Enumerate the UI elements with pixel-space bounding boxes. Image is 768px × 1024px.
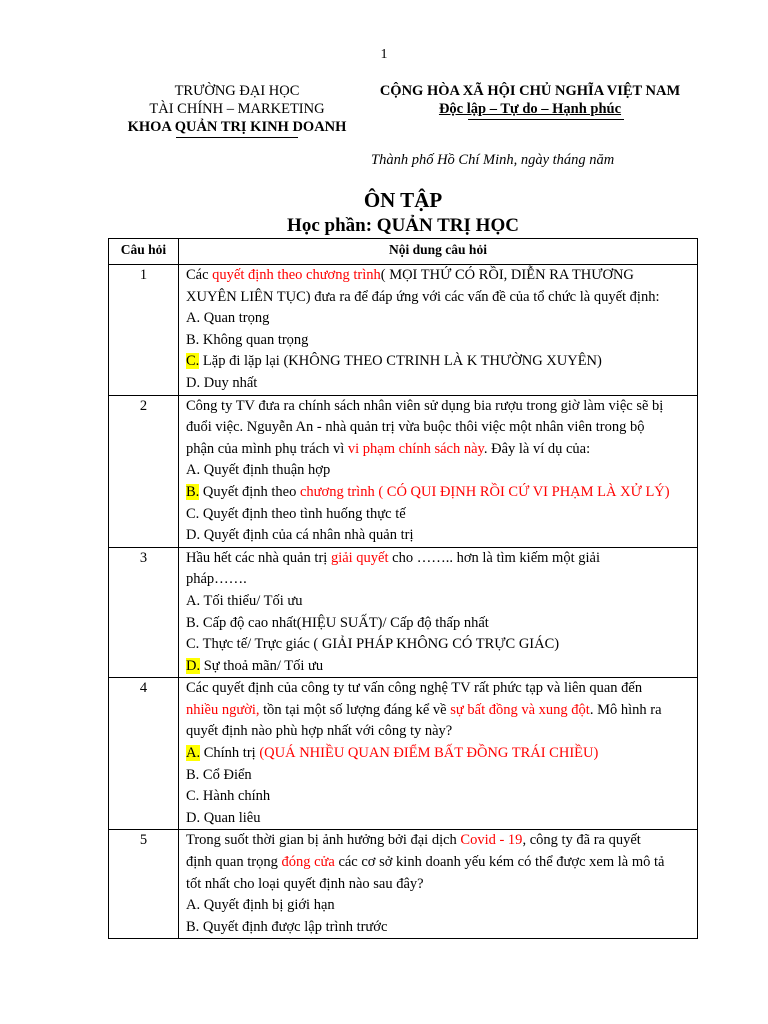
text-segment: B. Quyết định được lập trình trước [186, 918, 388, 935]
header-right [370, 82, 690, 118]
text-segment: XUYÊN LIÊN TỤC) đưa ra để đáp ứng với các vấn đề của tổ chức là quyết định: [186, 288, 660, 305]
question-line [186, 613, 691, 635]
text-segment: A. Quyết định thuận hợp [186, 462, 331, 479]
school-name: TRƯỜNG ĐẠI HỌC [174, 83, 300, 99]
text-segment: Quyết định theo [199, 483, 300, 500]
header-right-underline [468, 119, 624, 120]
question-line [186, 743, 691, 765]
question-table-body [109, 265, 698, 939]
text-segment: Chính trị [200, 745, 260, 762]
question-line [186, 548, 691, 570]
question-number: 4 [109, 678, 179, 830]
question-line [186, 373, 691, 395]
national-title: CỘNG HÒA XÃ HỘI CHỦ NGHĨA VIỆT NAM [379, 83, 681, 99]
highlighted-answer: B. [186, 483, 200, 500]
highlighted-answer: C. [186, 353, 200, 370]
date-line: Thành phố Hồ Chí Minh, ngày tháng năm [371, 152, 615, 168]
emphasis-text: Covid - 19 [460, 832, 523, 849]
text-segment: A. Tối thiểu/ Tối ưu [186, 592, 303, 609]
question-line [186, 439, 691, 461]
question-line [186, 351, 691, 373]
document-title: ÔN TẬP [363, 188, 443, 212]
question-line [186, 852, 691, 874]
emphasis-text: quyết định theo chương trình [212, 267, 381, 283]
faculty-name: KHOA QUẢN TRỊ KINH DOANH [127, 119, 347, 135]
question-table [108, 238, 698, 939]
page-number: 1 [380, 47, 388, 62]
document-subtitle: Học phần: QUẢN TRỊ HỌC [287, 215, 519, 236]
table-row [109, 830, 698, 939]
emphasis-text: nhiều người, [186, 701, 260, 718]
text-segment: định quan trọng [186, 854, 282, 871]
table-header-row [109, 239, 698, 265]
question-line [186, 656, 691, 678]
highlighted-answer: A. [186, 745, 201, 762]
question-line [186, 895, 691, 917]
emphasis-text: đóng cửa [281, 854, 335, 871]
question-line [186, 482, 691, 504]
question-line [186, 917, 691, 939]
emphasis-text: chương trình ( CÓ QUI ĐỊNH RỒI CỨ VI PHẠM LÀ XỬ LÝ) [299, 483, 670, 500]
question-line [186, 700, 691, 722]
question-number: 2 [109, 395, 179, 547]
text-segment: C. Thực tế/ Trực giác ( GIẢI PHÁP KHÔNG CÓ TRỰC GIÁC) [186, 636, 560, 653]
text-segment: Các quyết định của công ty tư vấn công nghệ TV rất phức tạp và liên quan đến [186, 680, 643, 697]
question-number: 3 [109, 547, 179, 678]
text-segment: Sự thoả mãn/ Tối ưu [200, 657, 324, 674]
column-header-question: Câu hỏi [109, 239, 179, 265]
question-line [186, 569, 691, 591]
text-segment: B. Cổ Điển [186, 766, 252, 783]
text-segment: quyết định nào phù hợp nhất với công ty này? [186, 723, 453, 740]
question-number: 5 [109, 830, 179, 939]
question-line [186, 504, 691, 526]
question-line [186, 287, 691, 309]
question-content [179, 830, 698, 939]
text-segment: pháp……. [186, 571, 247, 588]
text-segment: D. Quan liêu [186, 809, 261, 826]
question-line [186, 874, 691, 896]
table-row [109, 678, 698, 830]
text-segment: A. Quyết định bị giới hạn [186, 897, 335, 914]
question-line [186, 591, 691, 613]
text-segment: Trong suốt thời gian bị ảnh hưởng bởi đại dịch [186, 832, 461, 849]
question-line [186, 634, 691, 656]
question-line [186, 308, 691, 330]
text-segment: các cơ sở kinh doanh yếu kém có thể được xem là mô tả [334, 854, 665, 871]
national-motto: Độc lập – Tự do – Hạnh phúc [438, 101, 622, 117]
header-left [110, 82, 364, 136]
text-segment: phận của mình phụ trách vì [186, 440, 348, 457]
question-number: 1 [109, 265, 179, 396]
question-content [179, 547, 698, 678]
question-line [186, 330, 691, 352]
question-line [186, 417, 691, 439]
emphasis-text: giải quyết [330, 549, 389, 566]
header-left-underline [176, 137, 298, 138]
text-segment: . Đây là ví dụ của: [483, 440, 591, 457]
text-segment: Công ty TV đưa ra chính sách nhân viên sử dụng bia rượu trong giờ làm việc sẽ bị [186, 397, 664, 414]
question-content [179, 678, 698, 830]
question-line [186, 678, 691, 700]
column-header-content: Nội dung câu hỏi [179, 239, 698, 265]
text-segment: Lặp đi lặp lại (KHÔNG THEO CTRINH LÀ K THƯỜNG XUYÊN) [199, 353, 602, 370]
text-segment: . Mô hình ra [589, 701, 662, 718]
question-line [186, 396, 691, 418]
question-line [186, 808, 691, 830]
text-segment: Các [186, 267, 213, 283]
table-row [109, 265, 698, 396]
question-line [186, 786, 691, 808]
emphasis-text: vi phạm chính sách này [347, 440, 484, 457]
text-segment: C. Hành chính [186, 788, 271, 805]
school-name-2: TÀI CHÍNH – MARKETING [149, 101, 325, 117]
text-segment: A. Quan trọng [186, 310, 270, 327]
emphasis-text: (QUÁ NHIỀU QUAN ĐIỂM BẤT ĐỒNG TRÁI CHIỀU) [259, 745, 599, 762]
text-segment: ( MỌI THỨ CÓ RỒI, DIỄN RA THƯƠNG [380, 267, 634, 283]
text-segment: Hầu hết các nhà quản trị [186, 549, 331, 566]
question-line [186, 265, 691, 287]
text-segment: tồn tại một số lượng đáng kể về [259, 701, 451, 718]
question-line [186, 765, 691, 787]
question-line [186, 721, 691, 743]
text-segment: tốt nhất cho loại quyết định nào sau đây? [186, 875, 424, 892]
text-segment: B. Cấp độ cao nhất(HIỆU SUẤT)/ Cấp độ thấp nhất [186, 614, 489, 631]
question-content [179, 395, 698, 547]
question-line [186, 460, 691, 482]
text-segment: B. Không quan trọng [186, 331, 309, 348]
highlighted-answer: D. [186, 657, 201, 674]
question-content [179, 265, 698, 396]
text-segment: , công ty đã ra quyết [522, 832, 641, 849]
text-segment: D. Duy nhất [186, 374, 258, 391]
question-line [186, 525, 691, 547]
text-segment: D. Quyết định của cá nhân nhà quản trị [186, 527, 414, 544]
question-line [186, 830, 691, 852]
text-segment: đuổi việc. Nguyễn An - nhà quản trị vừa buộc thôi việc một nhân viên trong bộ [186, 419, 645, 436]
text-segment: cho …….. hơn là tìm kiếm một giải [388, 549, 600, 566]
emphasis-text: sự bất đồng và xung đột [450, 701, 590, 718]
table-row [109, 395, 698, 547]
text-segment: C. Quyết định theo tình huống thực tế [186, 505, 406, 522]
table-row [109, 547, 698, 678]
